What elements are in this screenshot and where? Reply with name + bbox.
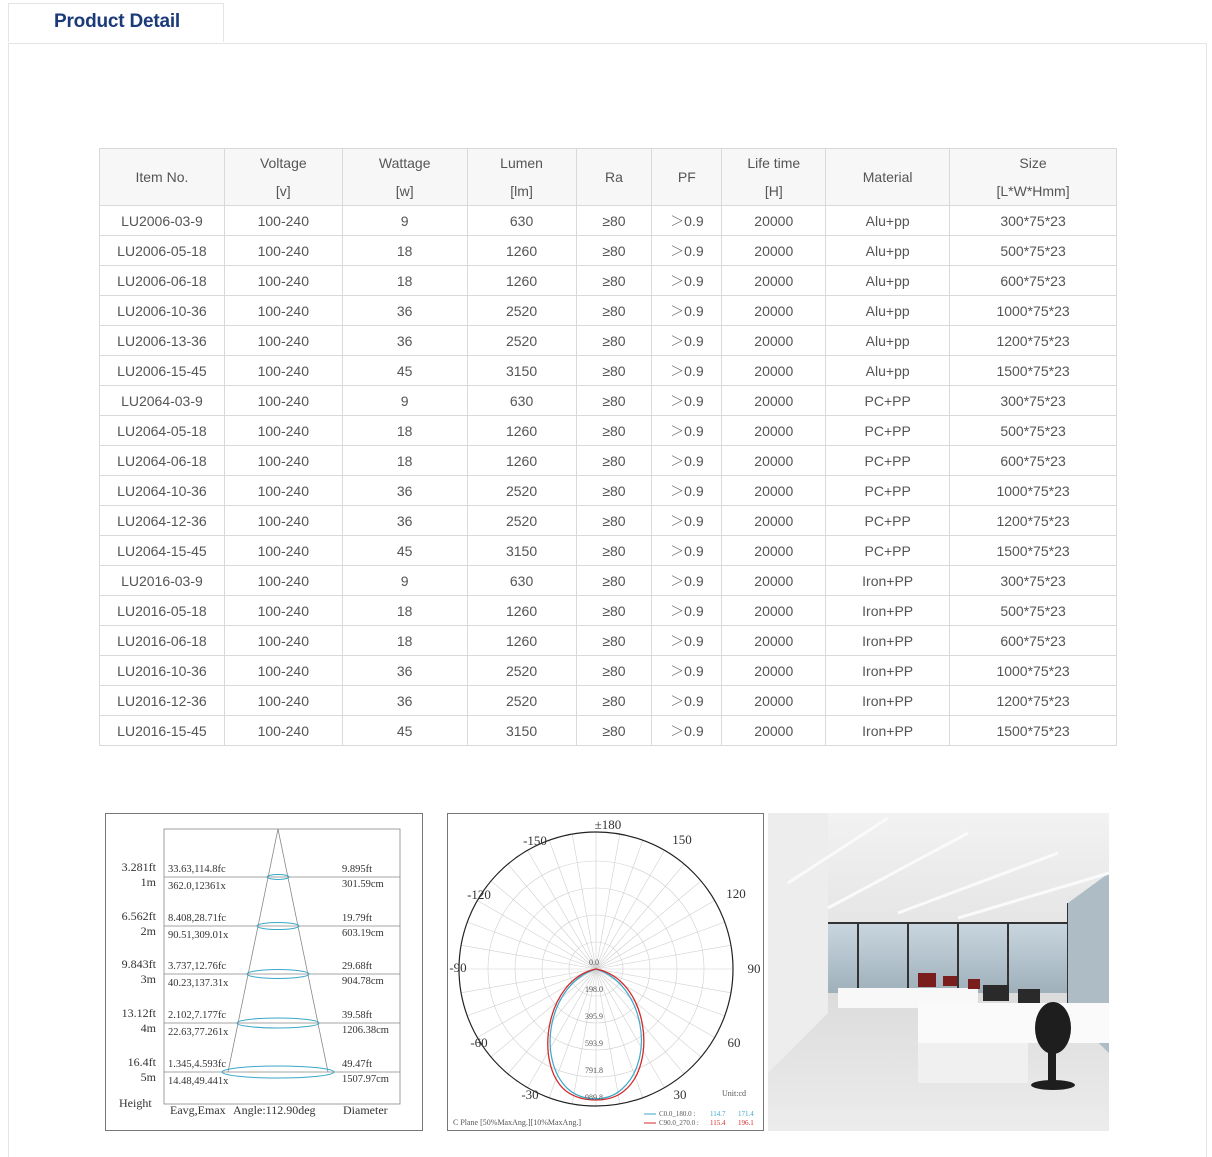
table-cell: ≥80 bbox=[576, 206, 652, 236]
table-cell: Alu+pp bbox=[826, 326, 950, 356]
table-cell: ≥80 bbox=[576, 686, 652, 716]
cone-eavg-fc: 8.408,28.71fc bbox=[168, 913, 227, 924]
table-header-cell: PF bbox=[652, 149, 722, 206]
table-cell: 9 bbox=[342, 386, 467, 416]
polar-legend-value: 171.4 bbox=[738, 1110, 754, 1118]
table-cell: LU2016-05-18 bbox=[100, 596, 225, 626]
table-cell: 20000 bbox=[722, 296, 826, 326]
cone-diameter-ft: 9.895ft bbox=[342, 864, 373, 875]
table-cell: LU2064-05-18 bbox=[100, 416, 225, 446]
cone-diameter-cm: 603.19cm bbox=[342, 928, 384, 939]
table-row bbox=[100, 686, 1117, 716]
polar-radial-label: 0.0 bbox=[589, 958, 599, 967]
table-cell: LU2064-10-36 bbox=[100, 476, 225, 506]
table-cell: LU2064-15-45 bbox=[100, 536, 225, 566]
table-cell: ≥80 bbox=[576, 506, 652, 536]
table-cell: 1500*75*23 bbox=[950, 716, 1117, 746]
table-cell: LU2064-06-18 bbox=[100, 446, 225, 476]
table-body bbox=[100, 206, 1117, 746]
table-cell: LU2006-05-18 bbox=[100, 236, 225, 266]
illuminance-cone-diagram bbox=[105, 813, 423, 1131]
table-header-row bbox=[100, 149, 1117, 206]
table-cell: 1200*75*23 bbox=[950, 686, 1117, 716]
table-row bbox=[100, 716, 1117, 746]
table-cell: ≥80 bbox=[576, 266, 652, 296]
table-cell: Alu+pp bbox=[826, 356, 950, 386]
office-illustration bbox=[768, 813, 1109, 1131]
polar-angle-label: -120 bbox=[467, 887, 491, 902]
table-cell: 300*75*23 bbox=[950, 206, 1117, 236]
table-cell: 2520 bbox=[467, 686, 576, 716]
table-header-cell bbox=[467, 149, 576, 206]
table-cell: PC+PP bbox=[826, 446, 950, 476]
polar-legend-value: 115.4 bbox=[710, 1119, 726, 1127]
table-row bbox=[100, 236, 1117, 266]
table-cell: ＞0.9 bbox=[652, 356, 722, 386]
table-cell: 20000 bbox=[722, 326, 826, 356]
polar-legend-name: C0.0_180.0 : bbox=[659, 1110, 696, 1118]
table-cell: 20000 bbox=[722, 416, 826, 446]
table-row bbox=[100, 536, 1117, 566]
table-cell: 600*75*23 bbox=[950, 266, 1117, 296]
table-cell: 18 bbox=[342, 416, 467, 446]
polar-radial-label: 791.8 bbox=[585, 1066, 603, 1075]
table-cell: 1000*75*23 bbox=[950, 476, 1117, 506]
tab-product-detail[interactable] bbox=[8, 3, 224, 42]
table-cell: Iron+PP bbox=[826, 716, 950, 746]
table-cell: LU2006-10-36 bbox=[100, 296, 225, 326]
table-cell: 100-240 bbox=[224, 656, 342, 686]
table-cell: LU2006-06-18 bbox=[100, 266, 225, 296]
table-cell: 20000 bbox=[722, 626, 826, 656]
cone-footer-eavg: Eavg,Emax bbox=[170, 1103, 226, 1117]
table-cell: Alu+pp bbox=[826, 206, 950, 236]
table-cell: 630 bbox=[467, 386, 576, 416]
table-cell: LU2006-15-45 bbox=[100, 356, 225, 386]
table-cell: ≥80 bbox=[576, 236, 652, 266]
table-cell: 18 bbox=[342, 236, 467, 266]
table-cell: 18 bbox=[342, 446, 467, 476]
table-cell: ＞0.9 bbox=[652, 476, 722, 506]
polar-angle-label: 150 bbox=[672, 832, 692, 847]
polar-radial-label: 593.9 bbox=[585, 1039, 603, 1048]
table-cell: 1500*75*23 bbox=[950, 536, 1117, 566]
polar-svg bbox=[448, 814, 763, 1130]
table-cell: 1200*75*23 bbox=[950, 326, 1117, 356]
table-cell: 36 bbox=[342, 686, 467, 716]
table-cell: 45 bbox=[342, 716, 467, 746]
table-cell: PC+PP bbox=[826, 386, 950, 416]
cone-eavg-fc: 33.63,114.8fc bbox=[168, 864, 226, 875]
table-header-cell: Material bbox=[826, 149, 950, 206]
table-header-cell bbox=[950, 149, 1117, 206]
table-cell: 45 bbox=[342, 536, 467, 566]
table-cell: ≥80 bbox=[576, 566, 652, 596]
polar-angle-label: -30 bbox=[521, 1087, 539, 1102]
table-cell: 1000*75*23 bbox=[950, 656, 1117, 686]
table-cell: 20000 bbox=[722, 266, 826, 296]
table-cell: 20000 bbox=[722, 686, 826, 716]
table-cell: LU2006-13-36 bbox=[100, 326, 225, 356]
polar-legend-name: C90.0_270.0 : bbox=[659, 1119, 699, 1127]
table-cell: LU2016-03-9 bbox=[100, 566, 225, 596]
polar-legend-value: 196.1 bbox=[738, 1119, 754, 1127]
cone-diameter-ft: 39.58ft bbox=[342, 1010, 373, 1021]
table-cell: 100-240 bbox=[224, 566, 342, 596]
table-row bbox=[100, 296, 1117, 326]
header-label: Voltage bbox=[259, 155, 307, 171]
cone-height-ft: 16.4ft bbox=[127, 1055, 156, 1069]
polar-legend-value: 114.7 bbox=[710, 1110, 726, 1118]
polar-angle-label: 120 bbox=[726, 886, 746, 901]
cone-footer-angle: Angle:112.90deg bbox=[233, 1103, 316, 1117]
table-cell: 9 bbox=[342, 206, 467, 236]
table-cell: 100-240 bbox=[224, 536, 342, 566]
table-cell: 36 bbox=[342, 326, 467, 356]
table-row bbox=[100, 266, 1117, 296]
cone-eavg-lx: 14.48,49.441x bbox=[168, 1076, 229, 1087]
cone-diameter-cm: 1507.97cm bbox=[342, 1074, 389, 1085]
table-cell: ＞0.9 bbox=[652, 686, 722, 716]
table-row bbox=[100, 356, 1117, 386]
table-cell: ＞0.9 bbox=[652, 296, 722, 326]
table-cell: 3150 bbox=[467, 356, 576, 386]
table-cell: 1260 bbox=[467, 596, 576, 626]
cone-eavg-lx: 40.23,137.31x bbox=[168, 978, 229, 989]
table-cell: ＞0.9 bbox=[652, 416, 722, 446]
cone-height-ft: 3.281ft bbox=[121, 860, 156, 874]
table-cell: ＞0.9 bbox=[652, 506, 722, 536]
table-header-cell bbox=[342, 149, 467, 206]
table-cell: 1260 bbox=[467, 626, 576, 656]
table-cell: 45 bbox=[342, 356, 467, 386]
table-cell: 20000 bbox=[722, 386, 826, 416]
table-cell: 300*75*23 bbox=[950, 386, 1117, 416]
table-cell: ≥80 bbox=[576, 326, 652, 356]
table-cell: 20000 bbox=[722, 356, 826, 386]
table-cell: 36 bbox=[342, 296, 467, 326]
cone-diameter-ft: 19.79ft bbox=[342, 913, 373, 924]
table-cell: 2520 bbox=[467, 296, 576, 326]
cone-eavg-lx: 90.51,309.01x bbox=[168, 930, 229, 941]
table-cell: 100-240 bbox=[224, 596, 342, 626]
table-cell: 1500*75*23 bbox=[950, 356, 1117, 386]
table-cell: ≥80 bbox=[576, 716, 652, 746]
table-cell: 100-240 bbox=[224, 356, 342, 386]
header-label: Lumen bbox=[500, 155, 543, 171]
table-cell: 2520 bbox=[467, 656, 576, 686]
polar-angle-label: ±180 bbox=[594, 817, 622, 832]
header-unit: [v] bbox=[275, 183, 291, 199]
table-cell: 1260 bbox=[467, 236, 576, 266]
table-row bbox=[100, 446, 1117, 476]
table-header-cell bbox=[722, 149, 826, 206]
table-cell: Alu+pp bbox=[826, 236, 950, 266]
table-cell: 100-240 bbox=[224, 476, 342, 506]
table-cell: 2520 bbox=[467, 326, 576, 356]
table-cell: 630 bbox=[467, 206, 576, 236]
table-cell: ＞0.9 bbox=[652, 536, 722, 566]
table-cell: PC+PP bbox=[826, 536, 950, 566]
polar-footer: C Plane [50%MaxAng.][10%MaxAng.] bbox=[453, 1118, 581, 1127]
table-cell: 20000 bbox=[722, 536, 826, 566]
table-cell: 20000 bbox=[722, 446, 826, 476]
table-cell: 100-240 bbox=[224, 716, 342, 746]
cone-eavg-lx: 22.63,77.261x bbox=[168, 1027, 229, 1038]
polar-radial-label: 395.9 bbox=[585, 1012, 603, 1021]
table-cell: 36 bbox=[342, 656, 467, 686]
table-cell: LU2064-12-36 bbox=[100, 506, 225, 536]
table-row bbox=[100, 206, 1117, 236]
table-cell: 20000 bbox=[722, 236, 826, 266]
cone-eavg-lx: 362.0,12361x bbox=[168, 881, 226, 892]
table-cell: ＞0.9 bbox=[652, 716, 722, 746]
table-cell: Alu+pp bbox=[826, 296, 950, 326]
cone-diameter-cm: 904.78cm bbox=[342, 976, 384, 987]
table-cell: 630 bbox=[467, 566, 576, 596]
table-cell: 20000 bbox=[722, 206, 826, 236]
cone-height-m: 4m bbox=[140, 1021, 156, 1035]
table-cell: 100-240 bbox=[224, 326, 342, 356]
polar-unit: Unit:cd bbox=[722, 1089, 746, 1098]
table-cell: LU2064-03-9 bbox=[100, 386, 225, 416]
table-cell: 9 bbox=[342, 566, 467, 596]
table-row bbox=[100, 386, 1117, 416]
table-cell: LU2016-06-18 bbox=[100, 626, 225, 656]
table-cell: 20000 bbox=[722, 656, 826, 686]
table-cell: ＞0.9 bbox=[652, 266, 722, 296]
table-cell: LU2016-10-36 bbox=[100, 656, 225, 686]
table-cell: LU2016-12-36 bbox=[100, 686, 225, 716]
table-header-cell: Ra bbox=[576, 149, 652, 206]
table-cell: 1260 bbox=[467, 266, 576, 296]
table-cell: Iron+PP bbox=[826, 566, 950, 596]
table-cell: 2520 bbox=[467, 476, 576, 506]
header-unit: [H] bbox=[764, 183, 783, 199]
table-cell: 20000 bbox=[722, 506, 826, 536]
table-cell: 600*75*23 bbox=[950, 626, 1117, 656]
table-cell: ≥80 bbox=[576, 626, 652, 656]
table-cell: 100-240 bbox=[224, 206, 342, 236]
table-row bbox=[100, 326, 1117, 356]
cone-eavg-fc: 3.737,12.76fc bbox=[168, 961, 227, 972]
table-cell: 1260 bbox=[467, 416, 576, 446]
table-cell: 500*75*23 bbox=[950, 596, 1117, 626]
cone-eavg-fc: 2.102,7.177fc bbox=[168, 1010, 227, 1021]
cone-diameter-ft: 29.68ft bbox=[342, 961, 373, 972]
table-cell: ＞0.9 bbox=[652, 596, 722, 626]
cone-diameter-cm: 1206.38cm bbox=[342, 1025, 389, 1036]
cone-svg bbox=[106, 814, 422, 1130]
office-interior-photo bbox=[768, 813, 1109, 1131]
table-cell: ≥80 bbox=[576, 596, 652, 626]
table-cell: PC+PP bbox=[826, 506, 950, 536]
table-cell: ≥80 bbox=[576, 446, 652, 476]
table-cell: 100-240 bbox=[224, 446, 342, 476]
table-cell: ≥80 bbox=[576, 476, 652, 506]
table-cell: ≥80 bbox=[576, 356, 652, 386]
cone-height-ft: 9.843ft bbox=[121, 957, 156, 971]
polar-angle-label: -90 bbox=[449, 960, 467, 975]
polar-angle-label: -150 bbox=[523, 833, 547, 848]
table-row bbox=[100, 656, 1117, 686]
table-cell: LU2006-03-9 bbox=[100, 206, 225, 236]
table-cell: 600*75*23 bbox=[950, 446, 1117, 476]
table-cell: ≥80 bbox=[576, 656, 652, 686]
cone-diameter-cm: 301.59cm bbox=[342, 879, 384, 890]
table-cell: 100-240 bbox=[224, 626, 342, 656]
table-cell: ＞0.9 bbox=[652, 656, 722, 686]
table-cell: ＞0.9 bbox=[652, 326, 722, 356]
cone-height-ft: 6.562ft bbox=[121, 909, 156, 923]
table-row bbox=[100, 416, 1117, 446]
table-cell: 300*75*23 bbox=[950, 566, 1117, 596]
table-cell: ≥80 bbox=[576, 416, 652, 446]
table-cell: 1200*75*23 bbox=[950, 506, 1117, 536]
cone-height-m: 1m bbox=[140, 875, 156, 889]
polar-angle-label: 30 bbox=[673, 1087, 687, 1102]
table-cell: 500*75*23 bbox=[950, 416, 1117, 446]
table-row bbox=[100, 476, 1117, 506]
table-cell: 18 bbox=[342, 266, 467, 296]
polar-angle-label: -60 bbox=[470, 1035, 488, 1050]
table-cell: Iron+PP bbox=[826, 686, 950, 716]
polar-light-distribution-diagram bbox=[447, 813, 764, 1131]
cone-footer-height: Height bbox=[119, 1096, 152, 1110]
table-row bbox=[100, 566, 1117, 596]
table-cell: LU2016-15-45 bbox=[100, 716, 225, 746]
cone-height-m: 2m bbox=[140, 924, 156, 938]
table-cell: 100-240 bbox=[224, 686, 342, 716]
table-cell: ＞0.9 bbox=[652, 236, 722, 266]
table-cell: PC+PP bbox=[826, 416, 950, 446]
polar-angle-label: 60 bbox=[727, 1035, 741, 1050]
table-cell: PC+PP bbox=[826, 476, 950, 506]
header-label: Life time bbox=[747, 155, 801, 171]
table-header-cell: Item No. bbox=[100, 149, 225, 206]
cone-height-ft: 13.12ft bbox=[121, 1006, 156, 1020]
table-cell: Iron+PP bbox=[826, 596, 950, 626]
table-cell: 18 bbox=[342, 596, 467, 626]
table-cell: 3150 bbox=[467, 716, 576, 746]
table-cell: ＞0.9 bbox=[652, 446, 722, 476]
table-cell: 100-240 bbox=[224, 296, 342, 326]
table-cell: 100-240 bbox=[224, 506, 342, 536]
table-cell: Alu+pp bbox=[826, 266, 950, 296]
table-cell: 2520 bbox=[467, 506, 576, 536]
polar-radial-label: 989.8 bbox=[585, 1093, 603, 1102]
header-unit: [w] bbox=[395, 183, 414, 199]
header-unit: [L*W*Hmm] bbox=[996, 183, 1070, 199]
header-label: Size bbox=[1019, 155, 1047, 171]
tab-bar bbox=[8, 3, 1207, 44]
table-cell: ＞0.9 bbox=[652, 206, 722, 236]
table-cell: 500*75*23 bbox=[950, 236, 1117, 266]
polar-angle-label: 90 bbox=[747, 961, 761, 976]
table-row bbox=[100, 506, 1117, 536]
table-cell: 20000 bbox=[722, 596, 826, 626]
table-cell: 20000 bbox=[722, 716, 826, 746]
table-cell: ≥80 bbox=[576, 296, 652, 326]
table-cell: ＞0.9 bbox=[652, 566, 722, 596]
table-cell: 100-240 bbox=[224, 416, 342, 446]
table-cell: 36 bbox=[342, 476, 467, 506]
table-cell: 36 bbox=[342, 506, 467, 536]
header-unit: [lm] bbox=[510, 183, 533, 199]
table-cell: ＞0.9 bbox=[652, 626, 722, 656]
tab-label: Product Detail bbox=[54, 11, 180, 32]
cone-diameter-ft: 49.47ft bbox=[342, 1059, 373, 1070]
table-cell: 100-240 bbox=[224, 236, 342, 266]
cone-footer-diameter: Diameter bbox=[343, 1103, 388, 1117]
table-row bbox=[100, 626, 1117, 656]
table-cell: ≥80 bbox=[576, 386, 652, 416]
cone-height-m: 5m bbox=[140, 1070, 156, 1084]
table-cell: 100-240 bbox=[224, 266, 342, 296]
header-label: Wattage bbox=[378, 155, 431, 171]
table-cell: 100-240 bbox=[224, 386, 342, 416]
table-cell: Iron+PP bbox=[826, 656, 950, 686]
polar-radial-label: 198.0 bbox=[585, 985, 603, 994]
cone-height-m: 3m bbox=[140, 972, 156, 986]
table-cell: 1000*75*23 bbox=[950, 296, 1117, 326]
table-cell: 20000 bbox=[722, 566, 826, 596]
table-cell: 18 bbox=[342, 626, 467, 656]
table-cell: Iron+PP bbox=[826, 626, 950, 656]
table-cell: 3150 bbox=[467, 536, 576, 566]
table-cell: 20000 bbox=[722, 476, 826, 506]
table-cell: 1260 bbox=[467, 446, 576, 476]
table-header-cell bbox=[224, 149, 342, 206]
spec-table bbox=[99, 148, 1117, 746]
cone-eavg-fc: 1.345,4.593fc bbox=[168, 1059, 227, 1070]
table-cell: ≥80 bbox=[576, 536, 652, 566]
table-row bbox=[100, 596, 1117, 626]
table-cell: ＞0.9 bbox=[652, 386, 722, 416]
